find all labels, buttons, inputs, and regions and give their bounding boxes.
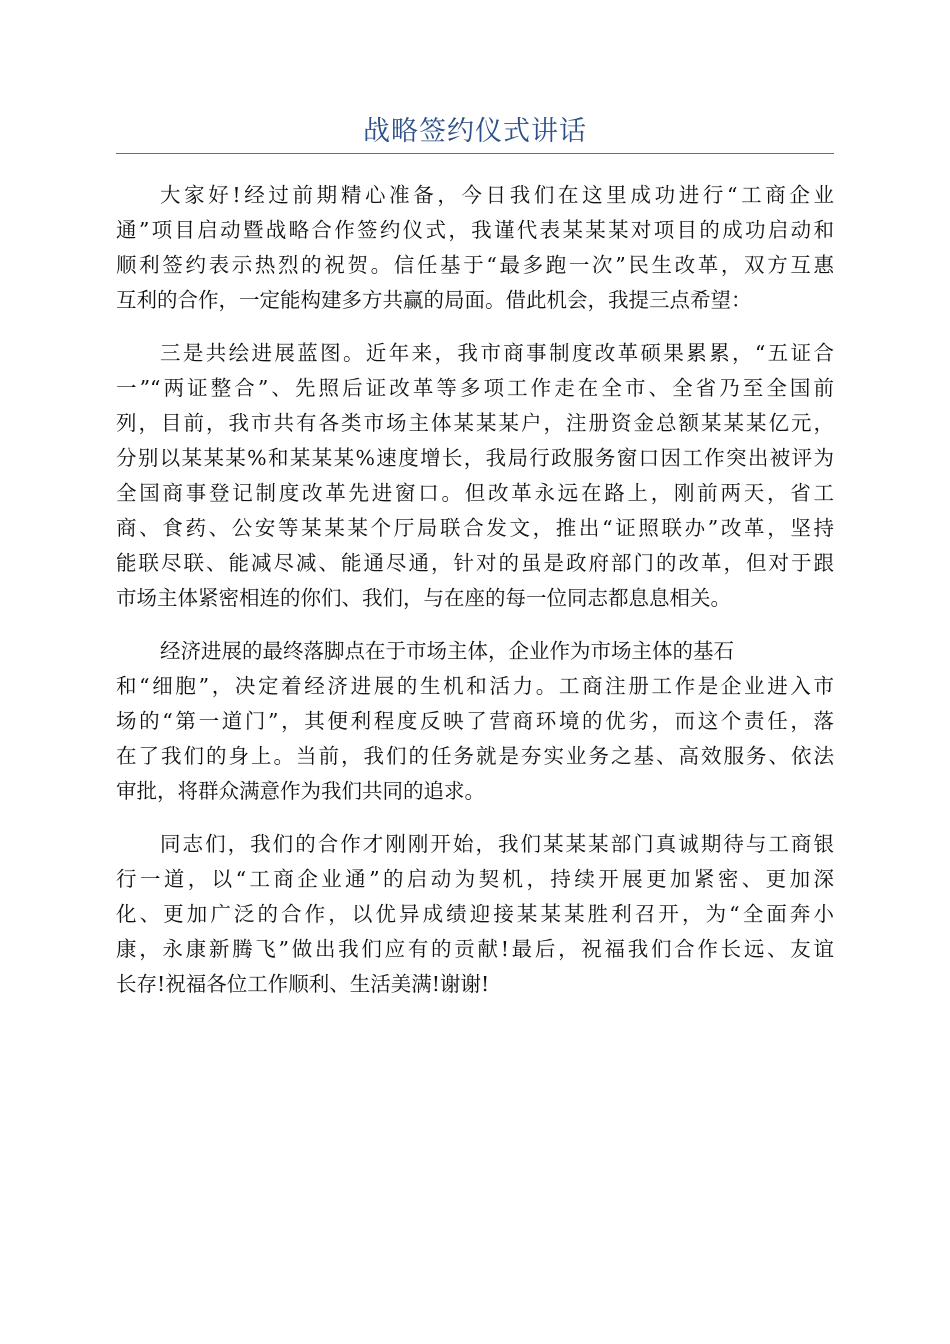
paragraph-line: 场的“第一道门”，其便利程度反映了营商环境的优劣，而这个责任，落 [116, 709, 834, 733]
paragraph-line: 互利的合作，一定能构建多方共赢的局面。借此机会，我提三点希望： [116, 288, 752, 312]
paragraph-line: 行一道，以“工商企业通”的启动为契机，持续开展更加紧密、更加深 [116, 867, 834, 891]
paragraph-line: 能联尽联、能减尽减、能通尽通，针对的虽是政府部门的改革，但对于跟 [116, 551, 834, 575]
paragraph-line: 顺利签约表示热烈的祝贺。信任基于“最多跑一次”民生改革，双方互惠 [116, 253, 834, 277]
paragraph-line: 商、食药、公安等某某某个厅局联合发文，推出“证照联办”改革，坚持 [116, 516, 834, 540]
paragraph-line: 全国商事登记制度改革先进窗口。但改革永远在路上，刚前两天，省工 [116, 481, 834, 505]
paragraph-line: 市场主体紧密相连的你们、我们，与在座的每一位同志都息息相关。 [116, 586, 731, 610]
paragraph-line: 三是共绘进展蓝图。近年来，我市商事制度改革硕果累累，“五证合 [160, 341, 834, 365]
paragraph-line: 审批，将群众满意作为我们共同的追求。 [116, 779, 485, 803]
paragraph-blueprint [116, 336, 834, 616]
paragraph-line: 在了我们的身上。当前，我们的任务就是夯实业务之基、高效服务、依法 [116, 744, 834, 768]
paragraph-closing [116, 827, 834, 1002]
paragraph-line: 通”项目启动暨战略合作签约仪式，我谨代表某某某对项目的成功启动和 [116, 218, 834, 242]
paragraph-line: 经济进展的最终落脚点在于市场主体，企业作为市场主体的基石 [160, 639, 734, 663]
document-title: 战略签约仪式讲话 [363, 116, 587, 147]
paragraph-line: 同志们，我们的合作才刚刚开始，我们某某某部门真诚期待与工商银 [160, 832, 834, 856]
paragraph-line: 康，永康新腾飞”做出我们应有的贡献!最后，祝福我们合作长远、友谊 [116, 937, 834, 961]
document-body [116, 178, 834, 1020]
paragraph-line: 列，目前，我市共有各类市场主体某某某户，注册资金总额某某某亿元， [116, 411, 834, 435]
paragraph-line: 分别以某某某%和某某某%速度增长，我局行政服务窗口因工作突出被评为 [116, 446, 834, 470]
paragraph-line: 化、更加广泛的合作，以优异成绩迎接某某某胜利召开，为“全面奔小 [116, 902, 834, 926]
paragraph-line: 和“细胞”，决定着经济进展的生机和活力。工商注册工作是企业进入市 [116, 674, 834, 698]
paragraph-line: 一”“两证整合”、先照后证改革等多项工作走在全市、全省乃至全国前 [116, 376, 834, 400]
paragraph-economy [116, 634, 834, 809]
paragraph-greeting [116, 178, 834, 318]
title-underline [116, 153, 834, 154]
paragraph-line: 长存!祝福各位工作顺利、生活美满!谢谢! [116, 972, 490, 996]
paragraph-line: 大家好!经过前期精心准备，今日我们在这里成功进行“工商企业 [160, 183, 834, 207]
